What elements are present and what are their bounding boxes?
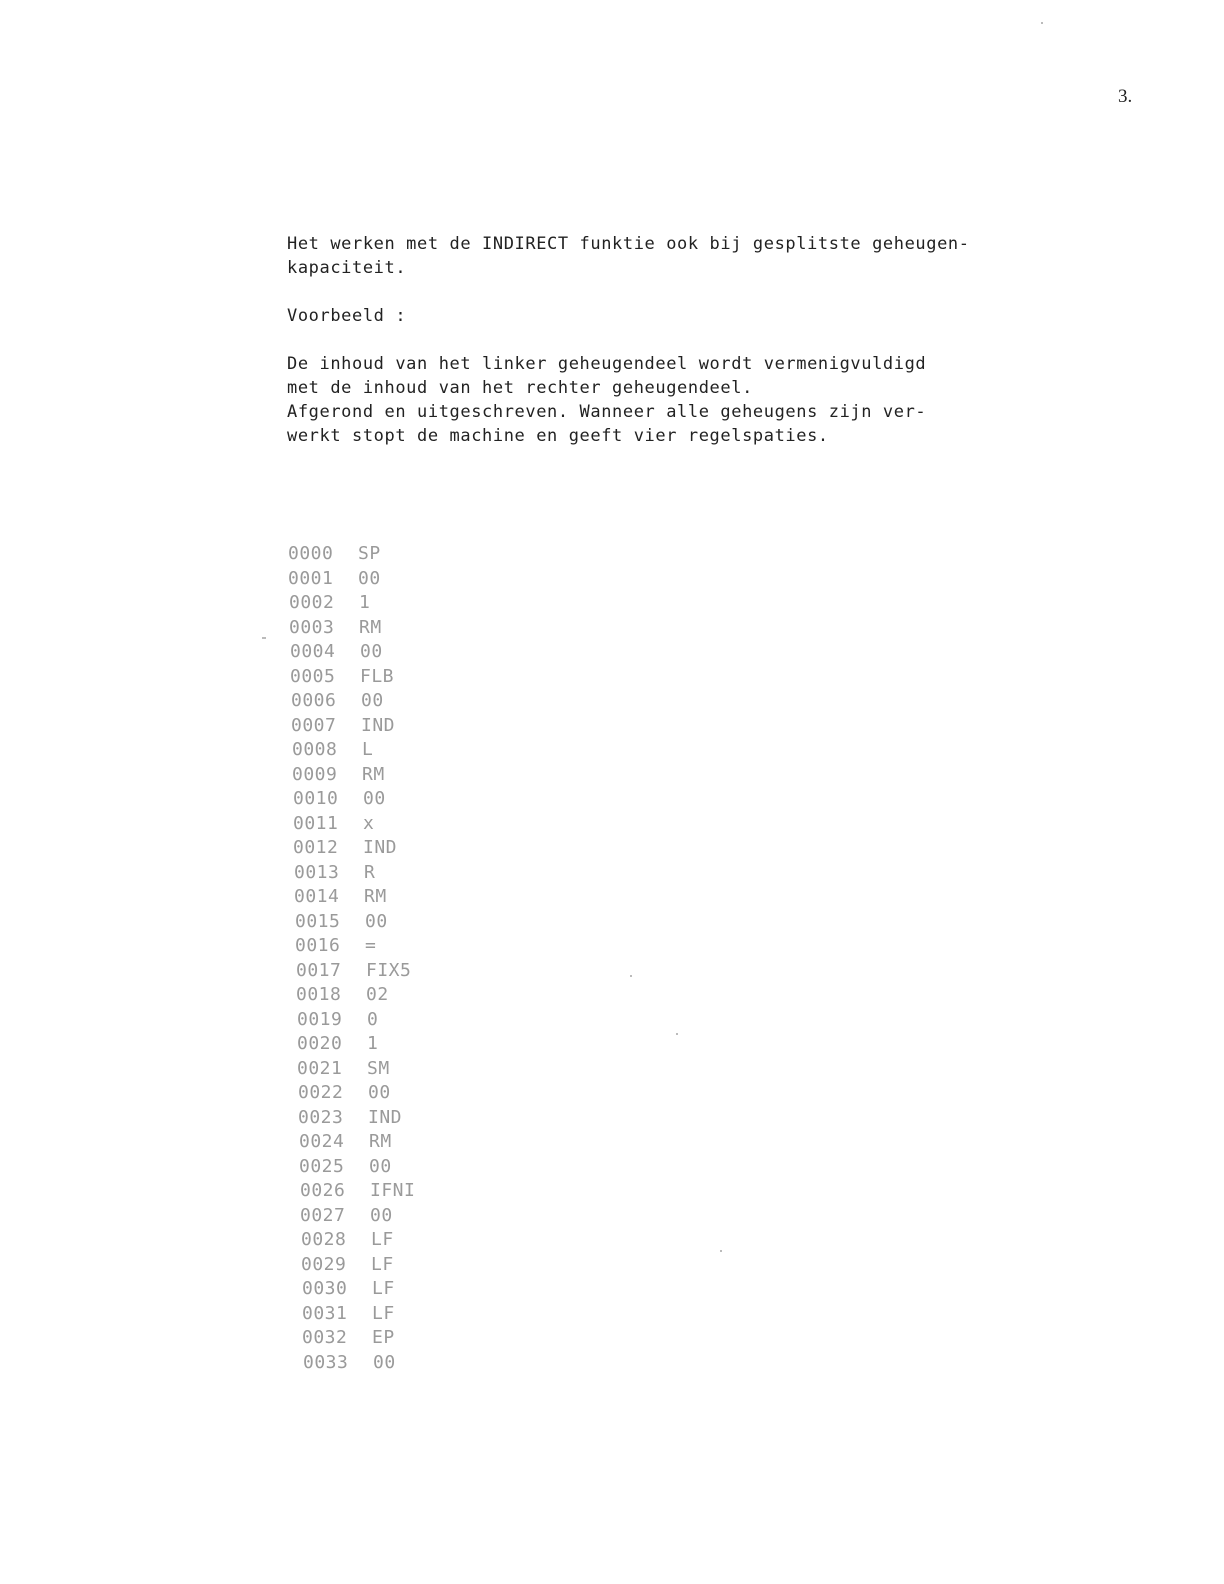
body-text <box>287 232 1067 448</box>
program-instruction: SM <box>367 1057 390 1079</box>
program-instruction: 1 <box>359 592 371 613</box>
program-address: 0021 <box>297 1057 343 1079</box>
program-line <box>296 983 415 1008</box>
program-line <box>294 861 415 886</box>
program-address: 0005 <box>290 665 336 687</box>
program-address: 0031 <box>302 1302 348 1324</box>
program-line <box>292 763 415 788</box>
program-line <box>299 1155 415 1180</box>
program-line <box>300 1179 415 1204</box>
program-line <box>294 885 415 910</box>
text-line: Voorbeeld : <box>287 306 407 326</box>
program-address: 0027 <box>300 1204 346 1226</box>
program-address: 0008 <box>292 739 338 760</box>
program-instruction: 02 <box>366 984 389 1005</box>
scan-speck <box>720 1250 722 1252</box>
program-address: 0022 <box>298 1082 344 1103</box>
program-line <box>302 1302 415 1327</box>
text-line: met de inhoud van het rechter geheugendeel. <box>287 378 753 398</box>
program-line <box>291 689 415 714</box>
text-line: Afgerond en uitgeschreven. Wanneer alle geheugens zijn ver- <box>287 402 927 422</box>
program-instruction: 00 <box>361 690 384 711</box>
program-line <box>295 934 415 959</box>
program-instruction: RM <box>364 886 387 907</box>
program-address: 0012 <box>293 837 339 858</box>
program-address: 0014 <box>294 886 340 907</box>
scan-speck <box>676 1033 678 1035</box>
text-line: werkt stopt de machine en geeft vier regelspaties. <box>287 426 829 446</box>
text-line: Het werken met de INDIRECT funktie ook bij gesplitste geheugen- <box>287 234 970 254</box>
program-line <box>288 567 415 592</box>
program-line <box>291 714 415 739</box>
program-instruction: 00 <box>369 1155 392 1177</box>
program-instruction: IND <box>361 714 396 736</box>
program-address: 0003 <box>289 616 335 638</box>
program-instruction: RM <box>359 616 382 638</box>
program-instruction: RM <box>362 763 385 785</box>
program-instruction: LF <box>372 1278 395 1299</box>
program-instruction: 00 <box>368 1082 391 1103</box>
program-line <box>293 787 415 812</box>
program-instruction: IND <box>363 837 398 858</box>
program-address: 0026 <box>300 1180 346 1201</box>
program-address: 0033 <box>303 1351 349 1373</box>
program-line <box>296 959 415 984</box>
program-address: 0025 <box>299 1155 345 1177</box>
program-instruction: R <box>364 861 376 883</box>
program-address: 0023 <box>298 1106 344 1128</box>
program-instruction: IND <box>368 1106 403 1128</box>
program-line <box>292 738 415 763</box>
program-line <box>299 1130 415 1155</box>
program-address: 0010 <box>293 788 339 809</box>
program-instruction: 00 <box>373 1351 396 1373</box>
program-address: 0007 <box>291 714 337 736</box>
program-address: 0024 <box>299 1131 345 1152</box>
program-line <box>297 1008 415 1033</box>
program-line <box>303 1351 415 1376</box>
program-line <box>298 1081 415 1106</box>
text-line: kapaciteit. <box>287 258 407 278</box>
program-instruction: 00 <box>363 788 386 809</box>
paragraph-example-heading <box>287 304 1067 328</box>
program-instruction: 00 <box>360 641 383 662</box>
program-address: 0000 <box>288 543 334 564</box>
program-instruction: = <box>365 935 377 956</box>
program-instruction: FLB <box>360 665 395 687</box>
program-address: 0002 <box>289 592 335 613</box>
program-line <box>302 1326 415 1351</box>
program-line <box>293 812 415 837</box>
program-line <box>301 1253 415 1278</box>
program-instruction: SP <box>358 543 381 564</box>
scan-speck <box>1041 22 1043 24</box>
program-line <box>289 616 415 641</box>
program-address: 0006 <box>291 690 337 711</box>
program-line <box>300 1204 415 1229</box>
text-line: De inhoud van het linker geheugendeel wordt vermenigvuldigd <box>287 354 927 374</box>
program-address: 0013 <box>294 861 340 883</box>
program-address: 0032 <box>302 1327 348 1348</box>
program-line <box>290 640 415 665</box>
program-line <box>295 910 415 935</box>
program-instruction: L <box>362 739 374 760</box>
program-address: 0011 <box>293 812 339 834</box>
program-line <box>297 1057 415 1082</box>
scan-speck <box>262 637 266 639</box>
scan-speck <box>630 975 632 977</box>
program-listing <box>288 542 415 1375</box>
program-instruction: EP <box>372 1327 395 1348</box>
program-instruction: 00 <box>365 910 388 932</box>
program-address: 0019 <box>297 1008 343 1030</box>
program-line <box>297 1032 415 1057</box>
program-address: 0015 <box>295 910 341 932</box>
paragraph-intro <box>287 232 1067 280</box>
program-instruction: LF <box>371 1229 394 1250</box>
program-line <box>302 1277 415 1302</box>
program-instruction: LF <box>372 1302 395 1324</box>
program-address: 0020 <box>297 1033 343 1054</box>
program-address: 0018 <box>296 984 342 1005</box>
program-instruction: x <box>363 812 375 834</box>
program-instruction: 1 <box>367 1033 379 1054</box>
program-instruction: LF <box>371 1253 394 1275</box>
program-line <box>298 1106 415 1131</box>
program-line <box>290 665 415 690</box>
program-instruction: 00 <box>358 567 381 589</box>
program-address: 0016 <box>295 935 341 956</box>
program-address: 0029 <box>301 1253 347 1275</box>
program-instruction: 00 <box>370 1204 393 1226</box>
program-instruction: 0 <box>367 1008 379 1030</box>
program-line <box>288 542 415 567</box>
program-instruction: IFNI <box>370 1180 416 1201</box>
program-address: 0028 <box>301 1229 347 1250</box>
program-line <box>293 836 415 861</box>
program-line <box>301 1228 415 1253</box>
program-instruction: FIX5 <box>366 959 412 981</box>
program-address: 0001 <box>288 567 334 589</box>
page-number: 3. <box>1118 86 1133 107</box>
paragraph-description <box>287 352 1067 448</box>
program-address: 0009 <box>292 763 338 785</box>
program-address: 0017 <box>296 959 342 981</box>
program-address: 0004 <box>290 641 336 662</box>
program-line <box>289 591 415 616</box>
program-instruction: RM <box>369 1131 392 1152</box>
program-address: 0030 <box>302 1278 348 1299</box>
